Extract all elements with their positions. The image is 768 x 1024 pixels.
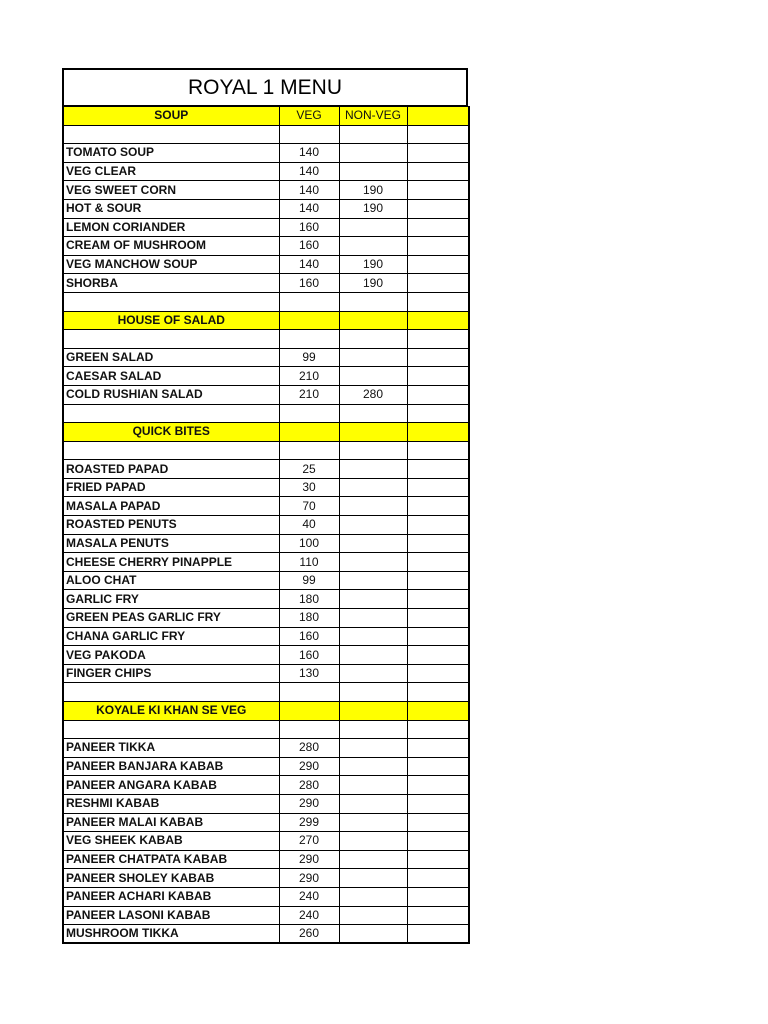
nonveg-price-cell xyxy=(339,627,407,646)
item-name-cell: CAESAR SALAD xyxy=(63,367,279,386)
nonveg-price-cell xyxy=(339,850,407,869)
veg-price-cell: 99 xyxy=(279,571,339,590)
item-name-cell: GREEN PEAS GARLIC FRY xyxy=(63,609,279,628)
menu-item-row xyxy=(63,739,469,758)
item-name-cell xyxy=(63,683,279,702)
extra-cell xyxy=(407,627,469,646)
nonveg-price-cell xyxy=(339,683,407,702)
item-name-cell: PANEER SHOLEY KABAB xyxy=(63,869,279,888)
nonveg-header-cell xyxy=(339,311,407,330)
extra-cell xyxy=(407,571,469,590)
veg-price-cell: 290 xyxy=(279,757,339,776)
blank-row xyxy=(63,292,469,311)
nonveg-price-cell xyxy=(339,887,407,906)
item-name-cell: FINGER CHIPS xyxy=(63,664,279,683)
menu-item-row xyxy=(63,255,469,274)
extra-cell xyxy=(407,869,469,888)
menu-item-row xyxy=(63,516,469,535)
veg-price-cell: 140 xyxy=(279,144,339,163)
item-name-cell: PANEER CHATPATA KABAB xyxy=(63,850,279,869)
nonveg-price-cell xyxy=(339,534,407,553)
extra-cell xyxy=(407,850,469,869)
menu-item-row xyxy=(63,367,469,386)
extra-cell xyxy=(407,404,469,423)
item-name-cell: GREEN SALAD xyxy=(63,348,279,367)
nonveg-price-cell xyxy=(339,441,407,460)
item-name-cell: MUSHROOM TIKKA xyxy=(63,925,279,944)
nonveg-price-cell xyxy=(339,460,407,479)
menu-item-row xyxy=(63,664,469,683)
extra-cell xyxy=(407,832,469,851)
veg-price-cell: 210 xyxy=(279,367,339,386)
menu-item-row xyxy=(63,887,469,906)
extra-cell xyxy=(407,534,469,553)
blank-row xyxy=(63,404,469,423)
item-name-cell: ROASTED PENUTS xyxy=(63,516,279,535)
item-name-cell: ROASTED PAPAD xyxy=(63,460,279,479)
veg-price-cell: 140 xyxy=(279,199,339,218)
veg-header-cell xyxy=(279,702,339,721)
menu-item-row xyxy=(63,218,469,237)
veg-price-cell xyxy=(279,292,339,311)
extra-cell xyxy=(407,292,469,311)
item-name-cell: VEG CLEAR xyxy=(63,162,279,181)
item-name-cell: GARLIC FRY xyxy=(63,590,279,609)
section-title-cell: HOUSE OF SALAD xyxy=(63,311,279,330)
nonveg-price-cell xyxy=(339,571,407,590)
veg-price-cell: 280 xyxy=(279,739,339,758)
extra-cell xyxy=(407,460,469,479)
menu-item-row xyxy=(63,850,469,869)
extra-cell xyxy=(407,646,469,665)
veg-price-cell: 160 xyxy=(279,237,339,256)
blank-row xyxy=(63,683,469,702)
item-name-cell: PANEER BANJARA KABAB xyxy=(63,757,279,776)
item-name-cell: VEG PAKODA xyxy=(63,646,279,665)
nonveg-price-cell xyxy=(339,516,407,535)
nonveg-price-cell xyxy=(339,739,407,758)
extra-cell xyxy=(407,664,469,683)
menu-item-row xyxy=(63,385,469,404)
menu-table xyxy=(62,106,470,944)
item-name-cell: TOMATO SOUP xyxy=(63,144,279,163)
item-name-cell: VEG SHEEK KABAB xyxy=(63,832,279,851)
nonveg-header-cell xyxy=(339,423,407,442)
nonveg-price-cell xyxy=(339,609,407,628)
nonveg-price-cell xyxy=(339,832,407,851)
menu-table-body xyxy=(63,107,469,944)
menu-item-row xyxy=(63,571,469,590)
veg-price-cell: 290 xyxy=(279,794,339,813)
extra-cell xyxy=(407,590,469,609)
extra-header-cell xyxy=(407,311,469,330)
menu-item-row xyxy=(63,274,469,293)
blank-row xyxy=(63,125,469,144)
item-name-cell: COLD RUSHIAN SALAD xyxy=(63,385,279,404)
veg-header-cell xyxy=(279,311,339,330)
nonveg-price-cell xyxy=(339,478,407,497)
menu-item-row xyxy=(63,627,469,646)
veg-price-cell: 160 xyxy=(279,218,339,237)
menu-item-row xyxy=(63,534,469,553)
menu-item-row xyxy=(63,794,469,813)
menu-item-row xyxy=(63,869,469,888)
nonveg-price-cell xyxy=(339,292,407,311)
extra-cell xyxy=(407,794,469,813)
veg-price-cell: 140 xyxy=(279,162,339,181)
veg-price-cell: 100 xyxy=(279,534,339,553)
nonveg-price-cell: 190 xyxy=(339,181,407,200)
nonveg-price-cell: 280 xyxy=(339,385,407,404)
extra-cell xyxy=(407,497,469,516)
veg-price-cell: 180 xyxy=(279,590,339,609)
item-name-cell: MASALA PENUTS xyxy=(63,534,279,553)
veg-price-cell: 180 xyxy=(279,609,339,628)
item-name-cell: MASALA PAPAD xyxy=(63,497,279,516)
extra-cell xyxy=(407,757,469,776)
veg-price-cell xyxy=(279,404,339,423)
menu-item-row xyxy=(63,144,469,163)
extra-cell xyxy=(407,367,469,386)
menu-item-row xyxy=(63,181,469,200)
veg-price-cell xyxy=(279,125,339,144)
blank-row xyxy=(63,330,469,349)
extra-cell xyxy=(407,385,469,404)
nonveg-header-cell: NON-VEG xyxy=(339,107,407,126)
item-name-cell: HOT & SOUR xyxy=(63,199,279,218)
item-name-cell: PANEER ACHARI KABAB xyxy=(63,887,279,906)
veg-header-cell: VEG xyxy=(279,107,339,126)
veg-price-cell xyxy=(279,441,339,460)
item-name-cell xyxy=(63,720,279,739)
menu-item-row xyxy=(63,609,469,628)
nonveg-price-cell: 190 xyxy=(339,255,407,274)
nonveg-price-cell xyxy=(339,869,407,888)
section-header-row xyxy=(63,702,469,721)
extra-cell xyxy=(407,441,469,460)
blank-row xyxy=(63,441,469,460)
nonveg-price-cell xyxy=(339,794,407,813)
extra-cell xyxy=(407,199,469,218)
nonveg-price-cell: 190 xyxy=(339,199,407,218)
item-name-cell: FRIED PAPAD xyxy=(63,478,279,497)
item-name-cell: VEG SWEET CORN xyxy=(63,181,279,200)
veg-price-cell: 160 xyxy=(279,274,339,293)
veg-price-cell: 290 xyxy=(279,869,339,888)
section-title-cell: SOUP xyxy=(63,107,279,126)
item-name-cell: PANEER LASONI KABAB xyxy=(63,906,279,925)
item-name-cell: VEG MANCHOW SOUP xyxy=(63,255,279,274)
blank-row xyxy=(63,720,469,739)
veg-price-cell xyxy=(279,330,339,349)
item-name-cell xyxy=(63,441,279,460)
menu-item-row xyxy=(63,813,469,832)
section-header-row xyxy=(63,107,469,126)
menu-item-row xyxy=(63,497,469,516)
item-name-cell: CHANA GARLIC FRY xyxy=(63,627,279,646)
extra-cell xyxy=(407,739,469,758)
veg-price-cell: 240 xyxy=(279,906,339,925)
nonveg-price-cell xyxy=(339,553,407,572)
veg-price-cell: 30 xyxy=(279,478,339,497)
nonveg-price-cell xyxy=(339,330,407,349)
extra-cell xyxy=(407,516,469,535)
item-name-cell: LEMON CORIANDER xyxy=(63,218,279,237)
menu-item-row xyxy=(63,646,469,665)
menu-title: ROYAL 1 MENU xyxy=(62,68,468,106)
veg-price-cell: 40 xyxy=(279,516,339,535)
nonveg-price-cell xyxy=(339,125,407,144)
extra-cell xyxy=(407,125,469,144)
extra-cell xyxy=(407,237,469,256)
menu-sheet xyxy=(62,68,468,944)
veg-price-cell: 290 xyxy=(279,850,339,869)
item-name-cell: CHEESE CHERRY PINAPPLE xyxy=(63,553,279,572)
extra-cell xyxy=(407,162,469,181)
menu-item-row xyxy=(63,906,469,925)
veg-price-cell xyxy=(279,683,339,702)
nonveg-price-cell xyxy=(339,144,407,163)
section-header-row xyxy=(63,311,469,330)
item-name-cell: PANEER MALAI KABAB xyxy=(63,813,279,832)
extra-cell xyxy=(407,776,469,795)
menu-item-row xyxy=(63,925,469,944)
veg-price-cell: 160 xyxy=(279,646,339,665)
menu-item-row xyxy=(63,590,469,609)
veg-price-cell xyxy=(279,720,339,739)
veg-price-cell: 99 xyxy=(279,348,339,367)
item-name-cell: RESHMI KABAB xyxy=(63,794,279,813)
extra-cell xyxy=(407,925,469,944)
extra-header-cell xyxy=(407,702,469,721)
menu-item-row xyxy=(63,553,469,572)
veg-header-cell xyxy=(279,423,339,442)
menu-item-row xyxy=(63,199,469,218)
section-title-cell: KOYALE KI KHAN SE VEG xyxy=(63,702,279,721)
veg-price-cell: 140 xyxy=(279,255,339,274)
veg-price-cell: 110 xyxy=(279,553,339,572)
nonveg-price-cell xyxy=(339,218,407,237)
extra-header-cell xyxy=(407,423,469,442)
section-header-row xyxy=(63,423,469,442)
extra-cell xyxy=(407,813,469,832)
extra-cell xyxy=(407,348,469,367)
nonveg-price-cell xyxy=(339,813,407,832)
veg-price-cell: 299 xyxy=(279,813,339,832)
section-title-cell: QUICK BITES xyxy=(63,423,279,442)
nonveg-price-cell xyxy=(339,404,407,423)
extra-cell xyxy=(407,906,469,925)
veg-price-cell: 140 xyxy=(279,181,339,200)
veg-price-cell: 260 xyxy=(279,925,339,944)
nonveg-price-cell xyxy=(339,646,407,665)
menu-item-row xyxy=(63,776,469,795)
nonveg-price-cell xyxy=(339,925,407,944)
nonveg-price-cell xyxy=(339,237,407,256)
item-name-cell: PANEER ANGARA KABAB xyxy=(63,776,279,795)
item-name-cell: SHORBA xyxy=(63,274,279,293)
menu-item-row xyxy=(63,237,469,256)
extra-cell xyxy=(407,218,469,237)
extra-cell xyxy=(407,609,469,628)
nonveg-price-cell xyxy=(339,664,407,683)
menu-item-row xyxy=(63,832,469,851)
veg-price-cell: 160 xyxy=(279,627,339,646)
veg-price-cell: 70 xyxy=(279,497,339,516)
extra-cell xyxy=(407,181,469,200)
item-name-cell: ALOO CHAT xyxy=(63,571,279,590)
nonveg-price-cell: 190 xyxy=(339,274,407,293)
nonveg-price-cell xyxy=(339,720,407,739)
extra-cell xyxy=(407,478,469,497)
item-name-cell xyxy=(63,330,279,349)
nonveg-price-cell xyxy=(339,906,407,925)
extra-cell xyxy=(407,720,469,739)
extra-cell xyxy=(407,553,469,572)
extra-cell xyxy=(407,887,469,906)
veg-price-cell: 280 xyxy=(279,776,339,795)
veg-price-cell: 270 xyxy=(279,832,339,851)
menu-item-row xyxy=(63,757,469,776)
item-name-cell: CREAM OF MUSHROOM xyxy=(63,237,279,256)
nonveg-price-cell xyxy=(339,590,407,609)
extra-cell xyxy=(407,330,469,349)
item-name-cell xyxy=(63,404,279,423)
nonveg-price-cell xyxy=(339,757,407,776)
extra-cell xyxy=(407,144,469,163)
item-name-cell xyxy=(63,292,279,311)
extra-cell xyxy=(407,255,469,274)
extra-cell xyxy=(407,274,469,293)
nonveg-price-cell xyxy=(339,497,407,516)
nonveg-price-cell xyxy=(339,367,407,386)
menu-item-row xyxy=(63,162,469,181)
menu-item-row xyxy=(63,478,469,497)
veg-price-cell: 25 xyxy=(279,460,339,479)
veg-price-cell: 240 xyxy=(279,887,339,906)
veg-price-cell: 130 xyxy=(279,664,339,683)
veg-price-cell: 210 xyxy=(279,385,339,404)
nonveg-price-cell xyxy=(339,348,407,367)
extra-cell xyxy=(407,683,469,702)
item-name-cell xyxy=(63,125,279,144)
nonveg-price-cell xyxy=(339,776,407,795)
menu-item-row xyxy=(63,348,469,367)
nonveg-header-cell xyxy=(339,702,407,721)
nonveg-price-cell xyxy=(339,162,407,181)
item-name-cell: PANEER TIKKA xyxy=(63,739,279,758)
extra-header-cell xyxy=(407,107,469,126)
menu-item-row xyxy=(63,460,469,479)
